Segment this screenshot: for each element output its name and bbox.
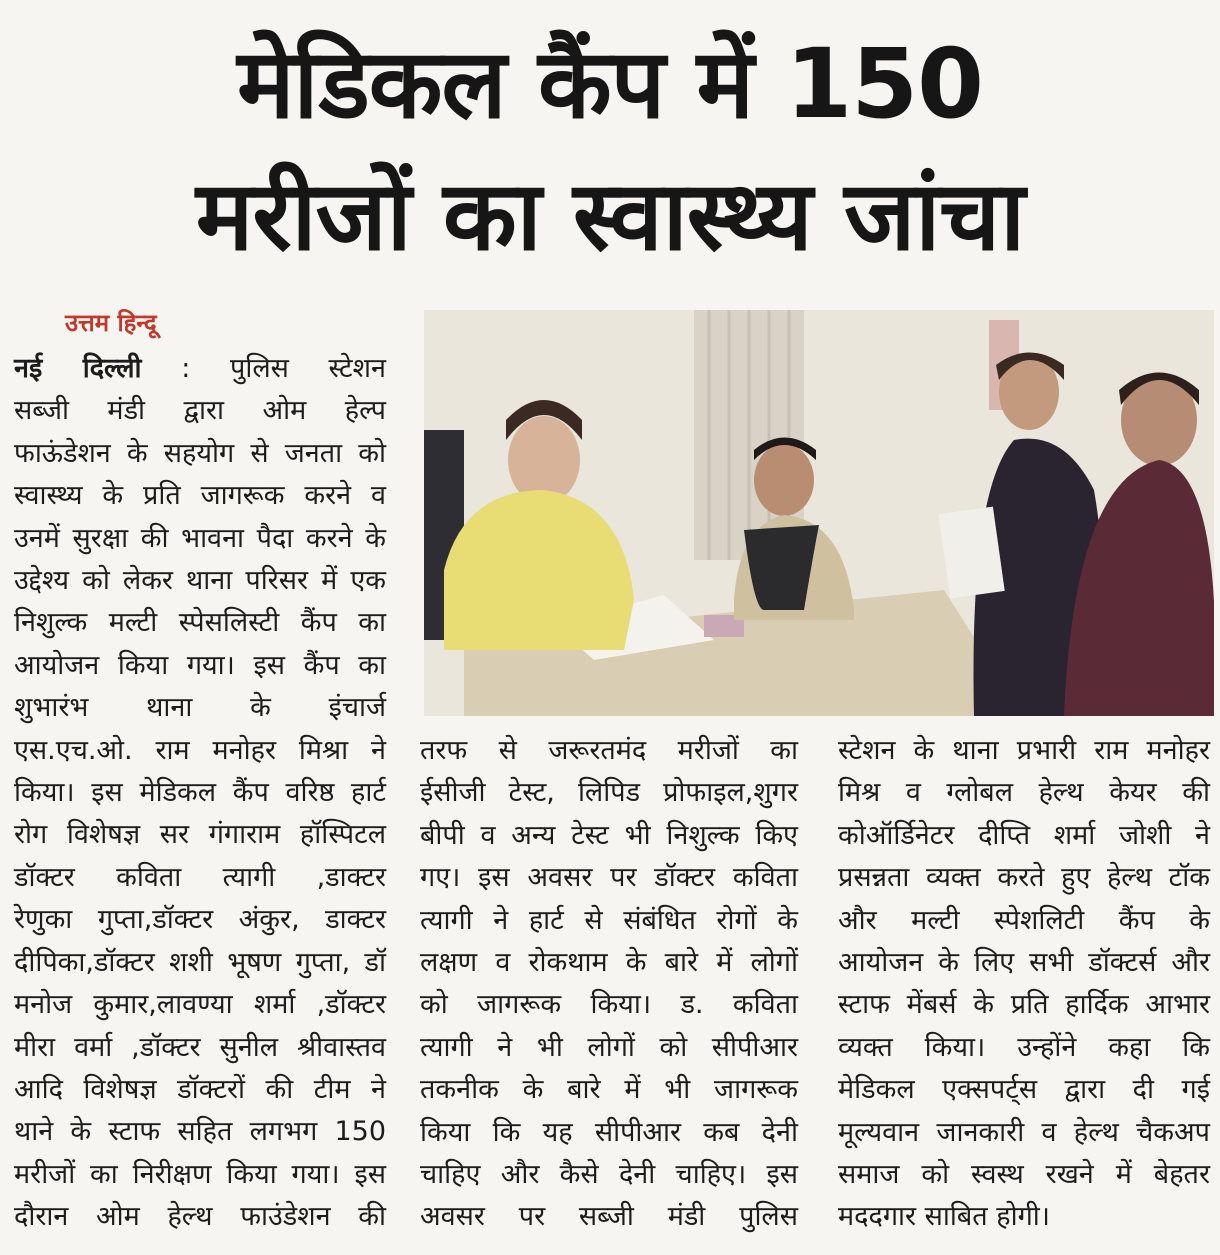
article-line-text: स्टेशन के थाना प्रभारी राम मनोहर: [838, 735, 1210, 766]
article-line: [14, 645, 386, 687]
article-line-text: तकनीक के बारे में भी जागरूक: [420, 1074, 798, 1106]
article-line: [838, 772, 1210, 814]
article-line: [838, 1196, 1210, 1238]
article-line-text: उद्देश्य को लेकर थाना परिसर में एक: [14, 565, 386, 597]
article-line: [14, 560, 386, 602]
article-line-text: रोग विशेषज्ञ सर गंगाराम हॉस्पिटल: [14, 819, 386, 851]
article-line: [14, 857, 386, 899]
article-column-3: [838, 730, 1210, 1239]
article-line-text: शुभारंभ थाना के इंचार्ज: [14, 692, 386, 724]
article-line-text: बीपी व अन्य टेस्ट भी निशुल्क किए: [420, 819, 798, 851]
article-line: [14, 1069, 386, 1111]
article-line: [838, 984, 1210, 1026]
article-line: [14, 1027, 386, 1069]
article-line-text: निशुल्क मल्टी स्पेसलिस्टी कैंप का: [14, 607, 386, 639]
headline-line-2: मरीजों का स्वास्थ्य जांचा: [195, 160, 1025, 272]
dateline: नई दिल्ली: [14, 353, 142, 384]
article-line-text: मूल्यवान जानकारी व हेल्थ चैकअप: [838, 1116, 1210, 1148]
article-line: [420, 815, 798, 857]
article-line-text: किया कि यह सीपीआर कब देनी: [420, 1116, 798, 1148]
article-line-text: कोऑर्डिनेटर दीप्ति शर्मा जोशी ने: [838, 819, 1210, 851]
article-line-text: स्टाफ मेंबर्स के प्रति हार्दिक आभार: [838, 989, 1210, 1021]
article-line: [14, 814, 386, 856]
article-line-text: मेडिकल एक्सपर्ट्स द्वारा दी गई: [838, 1074, 1210, 1106]
article-line: [838, 1027, 1210, 1069]
article-line-text: चाहिए और कैसे देनी चाहिए। इस: [420, 1159, 798, 1191]
article-line: [420, 857, 798, 899]
article-line-text: व्यक्त किया। उन्होंने कहा कि: [838, 1031, 1210, 1063]
article-line: [838, 857, 1210, 899]
article-line: [420, 1154, 798, 1196]
article-line: [14, 984, 386, 1026]
article-line-text: मनोज कुमार,लावण्या शर्मा ,डॉक्टर: [14, 989, 386, 1021]
article-line: [14, 899, 386, 941]
article-line-text: आयोजन के लिए सभी डॉक्टर्स और: [838, 947, 1210, 979]
article-line: [14, 433, 386, 475]
article-line-text: रेणुका गुप्ता,डॉक्टर अंकुर, डाक्टर: [14, 904, 386, 936]
article-line-text: आयोजन किया गया। इस कैंप का: [14, 649, 386, 681]
article-line: [838, 815, 1210, 857]
article-line: [14, 1111, 386, 1153]
article-line: [420, 1112, 798, 1154]
article-line-text: एस.एच.ओ. राम मनोहर मिश्रा ने: [14, 734, 386, 766]
byline: उत्तम हिन्दू: [65, 309, 157, 337]
article-line: [14, 687, 386, 729]
article-line: [838, 1154, 1210, 1196]
article-line: [420, 942, 798, 984]
article-line-text: प्रसन्नता व्यक्त करते हुए हेल्थ टॉक: [838, 862, 1210, 894]
article-line-text: तरफ से जरूरतमंद मरीजों का: [420, 735, 798, 766]
article-line: [14, 730, 386, 772]
article-line-text: पुलिस स्टेशन: [229, 353, 386, 384]
article-line: [420, 730, 798, 772]
article-line: [14, 942, 386, 984]
article-line-text: लक्षण व रोकथाम के बारे में लोगों: [420, 947, 798, 979]
article-line: [14, 475, 386, 517]
article-line-text: सब्जी मंडी द्वारा ओम हेल्प: [14, 395, 386, 427]
article-line-text: गए। इस अवसर पर डॉक्टर कविता: [420, 862, 798, 894]
article-line-text: ईसीजी टेस्ट, लिपिड प्रोफाइल,शुगर: [420, 777, 798, 809]
article-line-text: समाज को स्वस्थ रखने में बेहतर: [838, 1159, 1210, 1191]
article-line-text: अवसर पर सब्जी मंडी पुलिस: [420, 1201, 798, 1233]
article-line: [838, 942, 1210, 984]
article-line-text: मिश्र व ग्लोबल हेल्थ केयर की: [838, 777, 1210, 809]
article-line-text: थाने के स्टाफ सहित लगभग 150: [14, 1116, 386, 1148]
article-line-text: को जागरूक किया। ड. कविता: [420, 989, 798, 1021]
article-line: [838, 900, 1210, 942]
article-line-text: दौरान ओम हेल्थ फाउंडेशन की: [14, 1201, 386, 1233]
news-photo: [424, 310, 1214, 716]
article-line: [420, 900, 798, 942]
article-line-text: मरीजों का निरीक्षण किया गया। इस: [14, 1158, 386, 1190]
article-line: [420, 1027, 798, 1069]
article-line: [14, 772, 386, 814]
article-column-1: [14, 348, 386, 1239]
article-line-text: डॉक्टर कविता त्यागी ,डाक्टर: [14, 861, 386, 893]
article-line-text: किया। इस मेडिकल कैंप वरिष्ठ हार्ट: [14, 777, 386, 809]
article-line: [420, 1196, 798, 1238]
article-line: [14, 518, 386, 560]
article-line-text: आदि विशेषज्ञ डॉक्टरों की टीम ने: [14, 1073, 386, 1105]
article-line: [14, 602, 386, 644]
article-line: [838, 1112, 1210, 1154]
article-line-text: फाऊंडेशन के सहयोग से जनता को: [14, 437, 386, 469]
article-line: [420, 984, 798, 1026]
article-line-text: उनमें सुरक्षा की भावना पैदा करने के: [14, 522, 386, 554]
article-line-text: मीरा वर्मा ,डॉक्टर सुनील श्रीवास्तव: [14, 1031, 386, 1063]
headline-line-1: मेडिकल कैंप में 150: [237, 28, 983, 140]
article-line: [838, 1069, 1210, 1111]
article-line: [838, 730, 1210, 772]
article-line-text: मददगार साबित होगी।: [838, 1201, 1051, 1233]
article-line-text: त्यागी ने हार्ट से संबंधित रोगों के: [420, 904, 798, 936]
article-line: [14, 1196, 386, 1238]
photo-illustration: [424, 310, 1214, 716]
article-column-2: [420, 730, 798, 1239]
article-line: [14, 1154, 386, 1196]
article-line: [14, 390, 386, 432]
article-line-text: दीपिका,डॉक्टर शशी भूषण गुप्ता, डॉ: [14, 946, 386, 978]
article-line: [420, 772, 798, 814]
article-line-text: त्यागी ने भी लोगों को सीपीआर: [420, 1031, 798, 1063]
article-line: [420, 1069, 798, 1111]
article-line: [14, 348, 386, 390]
dateline-separator: :: [141, 353, 230, 384]
article-line-text: स्वास्थ्य के प्रति जागरूक करने व: [14, 480, 386, 512]
article-line-text: और मल्टी स्पेशलिटी कैंप के: [838, 904, 1210, 936]
